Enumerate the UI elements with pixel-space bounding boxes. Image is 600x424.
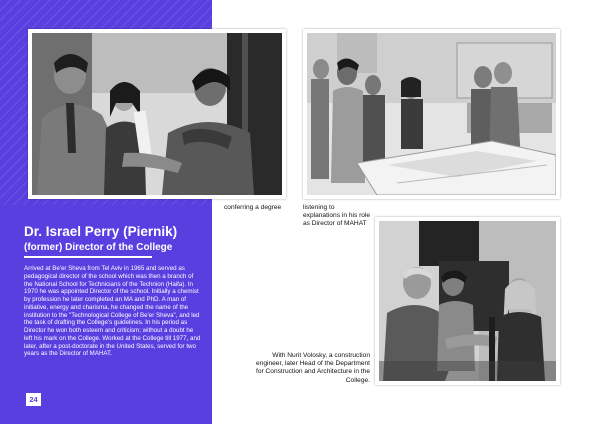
title-underline (24, 256, 152, 258)
photo-conferring-degree-image (32, 33, 282, 195)
caption-photo1: conferring a degree (224, 204, 282, 211)
page-number: 24 (26, 393, 41, 406)
caption-photo2: listening to explanations in his role as Director of MAHAT (303, 204, 371, 228)
photo-listening-explanations-image (307, 33, 556, 195)
photo-conferring-degree (28, 29, 286, 199)
photo-with-nurit-volosky-image (379, 221, 556, 381)
profile-name: Dr. Israel Perry (Piernik) (24, 224, 178, 239)
caption-photo3: With Nurit Volosky, a construction engineer, later Head of the Department for Construction and Architecture in the College. (256, 352, 370, 384)
profile-bio: Arrived at Be'er Sheva from Tel Aviv in 1965 and served as pedagogical director of the school which was then a branch of the National School for Technicians of the Technion (Haifa). In 1970 he was appointed Director of the school. Initially a chemist by profession he later completed an MA and PhD. A man of initiative, energy and charisma, he changed the name of the institution to the "Technological College of Be'er Sheva", and led the task of drafting the College's guidelines. In his period as Director he won both esteem and criticism; without a doubt he left his mark on the College. Worked at the College till 1977, and later, after a post-doctorate in the United States, served for two years as the Director of MAHAT. (24, 265, 201, 358)
profile-role: (former) Director of the College (24, 242, 173, 253)
photo-listening-explanations (303, 29, 560, 199)
photo-with-nurit-volosky (375, 217, 560, 385)
